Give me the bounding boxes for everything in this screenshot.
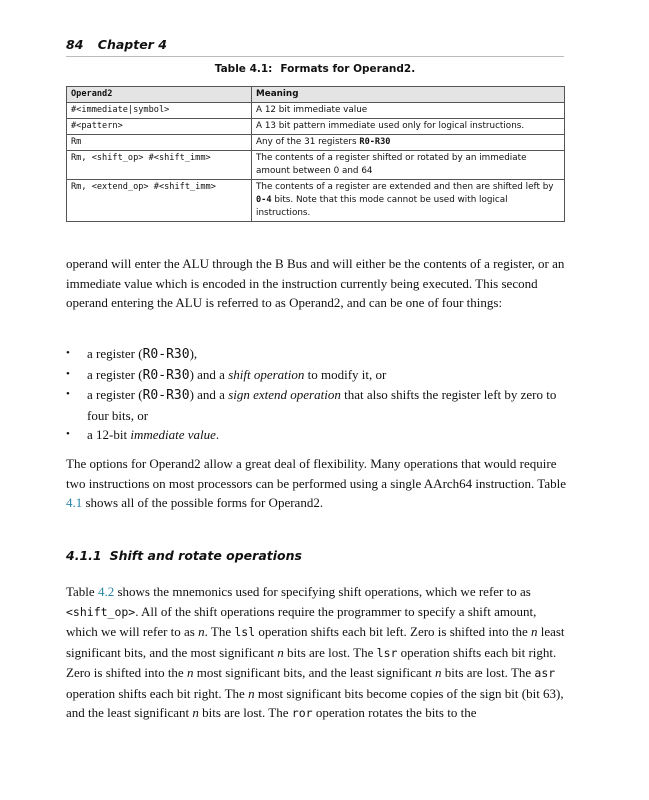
operand-cell: #<immediate|symbol> <box>67 103 252 119</box>
list-item: • a register (R0-R30) and a sign extend operation that also shifts the register left by zero to four bits, or <box>66 385 566 425</box>
table-reference-link[interactable]: 4.2 <box>97 584 115 599</box>
table-row <box>67 119 565 135</box>
paragraph-operand2-options: The options for Operand2 allow a great deal of flexibility. Many operations that would require two instructions on most processors can be performed using a single AArch64 instruction. Table 4.1 shows all of the possible forms for Operand2. <box>66 456 566 510</box>
chapter-title: Chapter 4 <box>97 37 167 52</box>
table-caption-label: Table 4.1: <box>214 63 273 75</box>
table-row <box>67 151 565 180</box>
table-caption <box>66 63 564 75</box>
meaning-code: R0-R30 <box>359 137 391 147</box>
operand2-formats-table <box>66 86 565 222</box>
list-item: • a register (R0-R30) and a shift operation to modify it, or <box>66 365 566 386</box>
meaning-cell <box>252 119 565 135</box>
meaning-code: 0-4 <box>256 195 272 205</box>
table-caption-title: Formats for Operand2. <box>280 63 416 75</box>
column-header-meaning: Meaning <box>252 87 565 103</box>
meaning-cell <box>252 151 565 180</box>
operand-cell: Rm, <extend_op> #<shift_imm> <box>67 180 252 222</box>
meaning-text: Any of the 31 registers <box>256 137 360 147</box>
section-number: 4.1.1 <box>66 548 102 563</box>
paragraph-shift-operations: Table 4.2 shows the mnemonics used for specifying shift operations, which we refer to as <shift_op>. All of the shift operations require the programmer to specify a shift amount, which we will refer to as n. The lsl operation shifts each bit left. Zero is shifted into the n least significant bits, and the most significant n bits are lost. The lsr operation shifts each bit right. Zero is shifted into the n most significant bits, and the least significant n bits are lost. The asr operation shifts each bit right. The n most significant bits become copies of the sign bit (bit 63), and the least significant n bits are lost. The ror operation rotates the bits to the <box>66 584 565 720</box>
table-row <box>67 103 565 119</box>
meaning-text-post: bits. Note that this mode cannot be used with logical instructions. <box>256 195 508 218</box>
table-header-row <box>67 87 565 103</box>
meaning-cell <box>252 180 565 222</box>
paragraph-operand-intro: operand will enter the ALU through the B Bus and will either be the contents of a register, or an immediate value which is encoded in the instruction currently being executed. This second operand entering the ALU is referred to as Operand2, and can be one of four things: <box>66 256 565 310</box>
operand-cell: Rm <box>67 135 252 151</box>
meaning-text: The contents of a register shifted or rotated by an immediate amount between 0 and 64 <box>256 153 527 176</box>
meaning-text: A 13 bit pattern immediate used only for logical instructions. <box>256 121 525 131</box>
list-item: • a 12-bit immediate value. <box>66 425 566 445</box>
meaning-text: The contents of a register are extended and then are shifted left by <box>256 182 554 192</box>
operand-cell: #<pattern> <box>67 119 252 135</box>
operand-cell: Rm, <shift_op> #<shift_imm> <box>67 151 252 180</box>
meaning-cell <box>252 135 565 151</box>
meaning-text: A 12 bit immediate value <box>256 105 368 115</box>
page-number: 84 <box>66 37 84 52</box>
operand-forms-list <box>66 344 566 445</box>
list-item: • a register (R0-R30), <box>66 344 566 365</box>
meaning-cell <box>252 103 565 119</box>
section-title: Shift and rotate operations <box>109 548 302 563</box>
section-heading <box>66 548 302 563</box>
table-row <box>67 180 565 222</box>
table-row <box>67 135 565 151</box>
running-header <box>66 37 564 57</box>
column-header-operand2: Operand2 <box>67 87 252 103</box>
table-reference-link[interactable]: 4.1 <box>66 495 83 510</box>
